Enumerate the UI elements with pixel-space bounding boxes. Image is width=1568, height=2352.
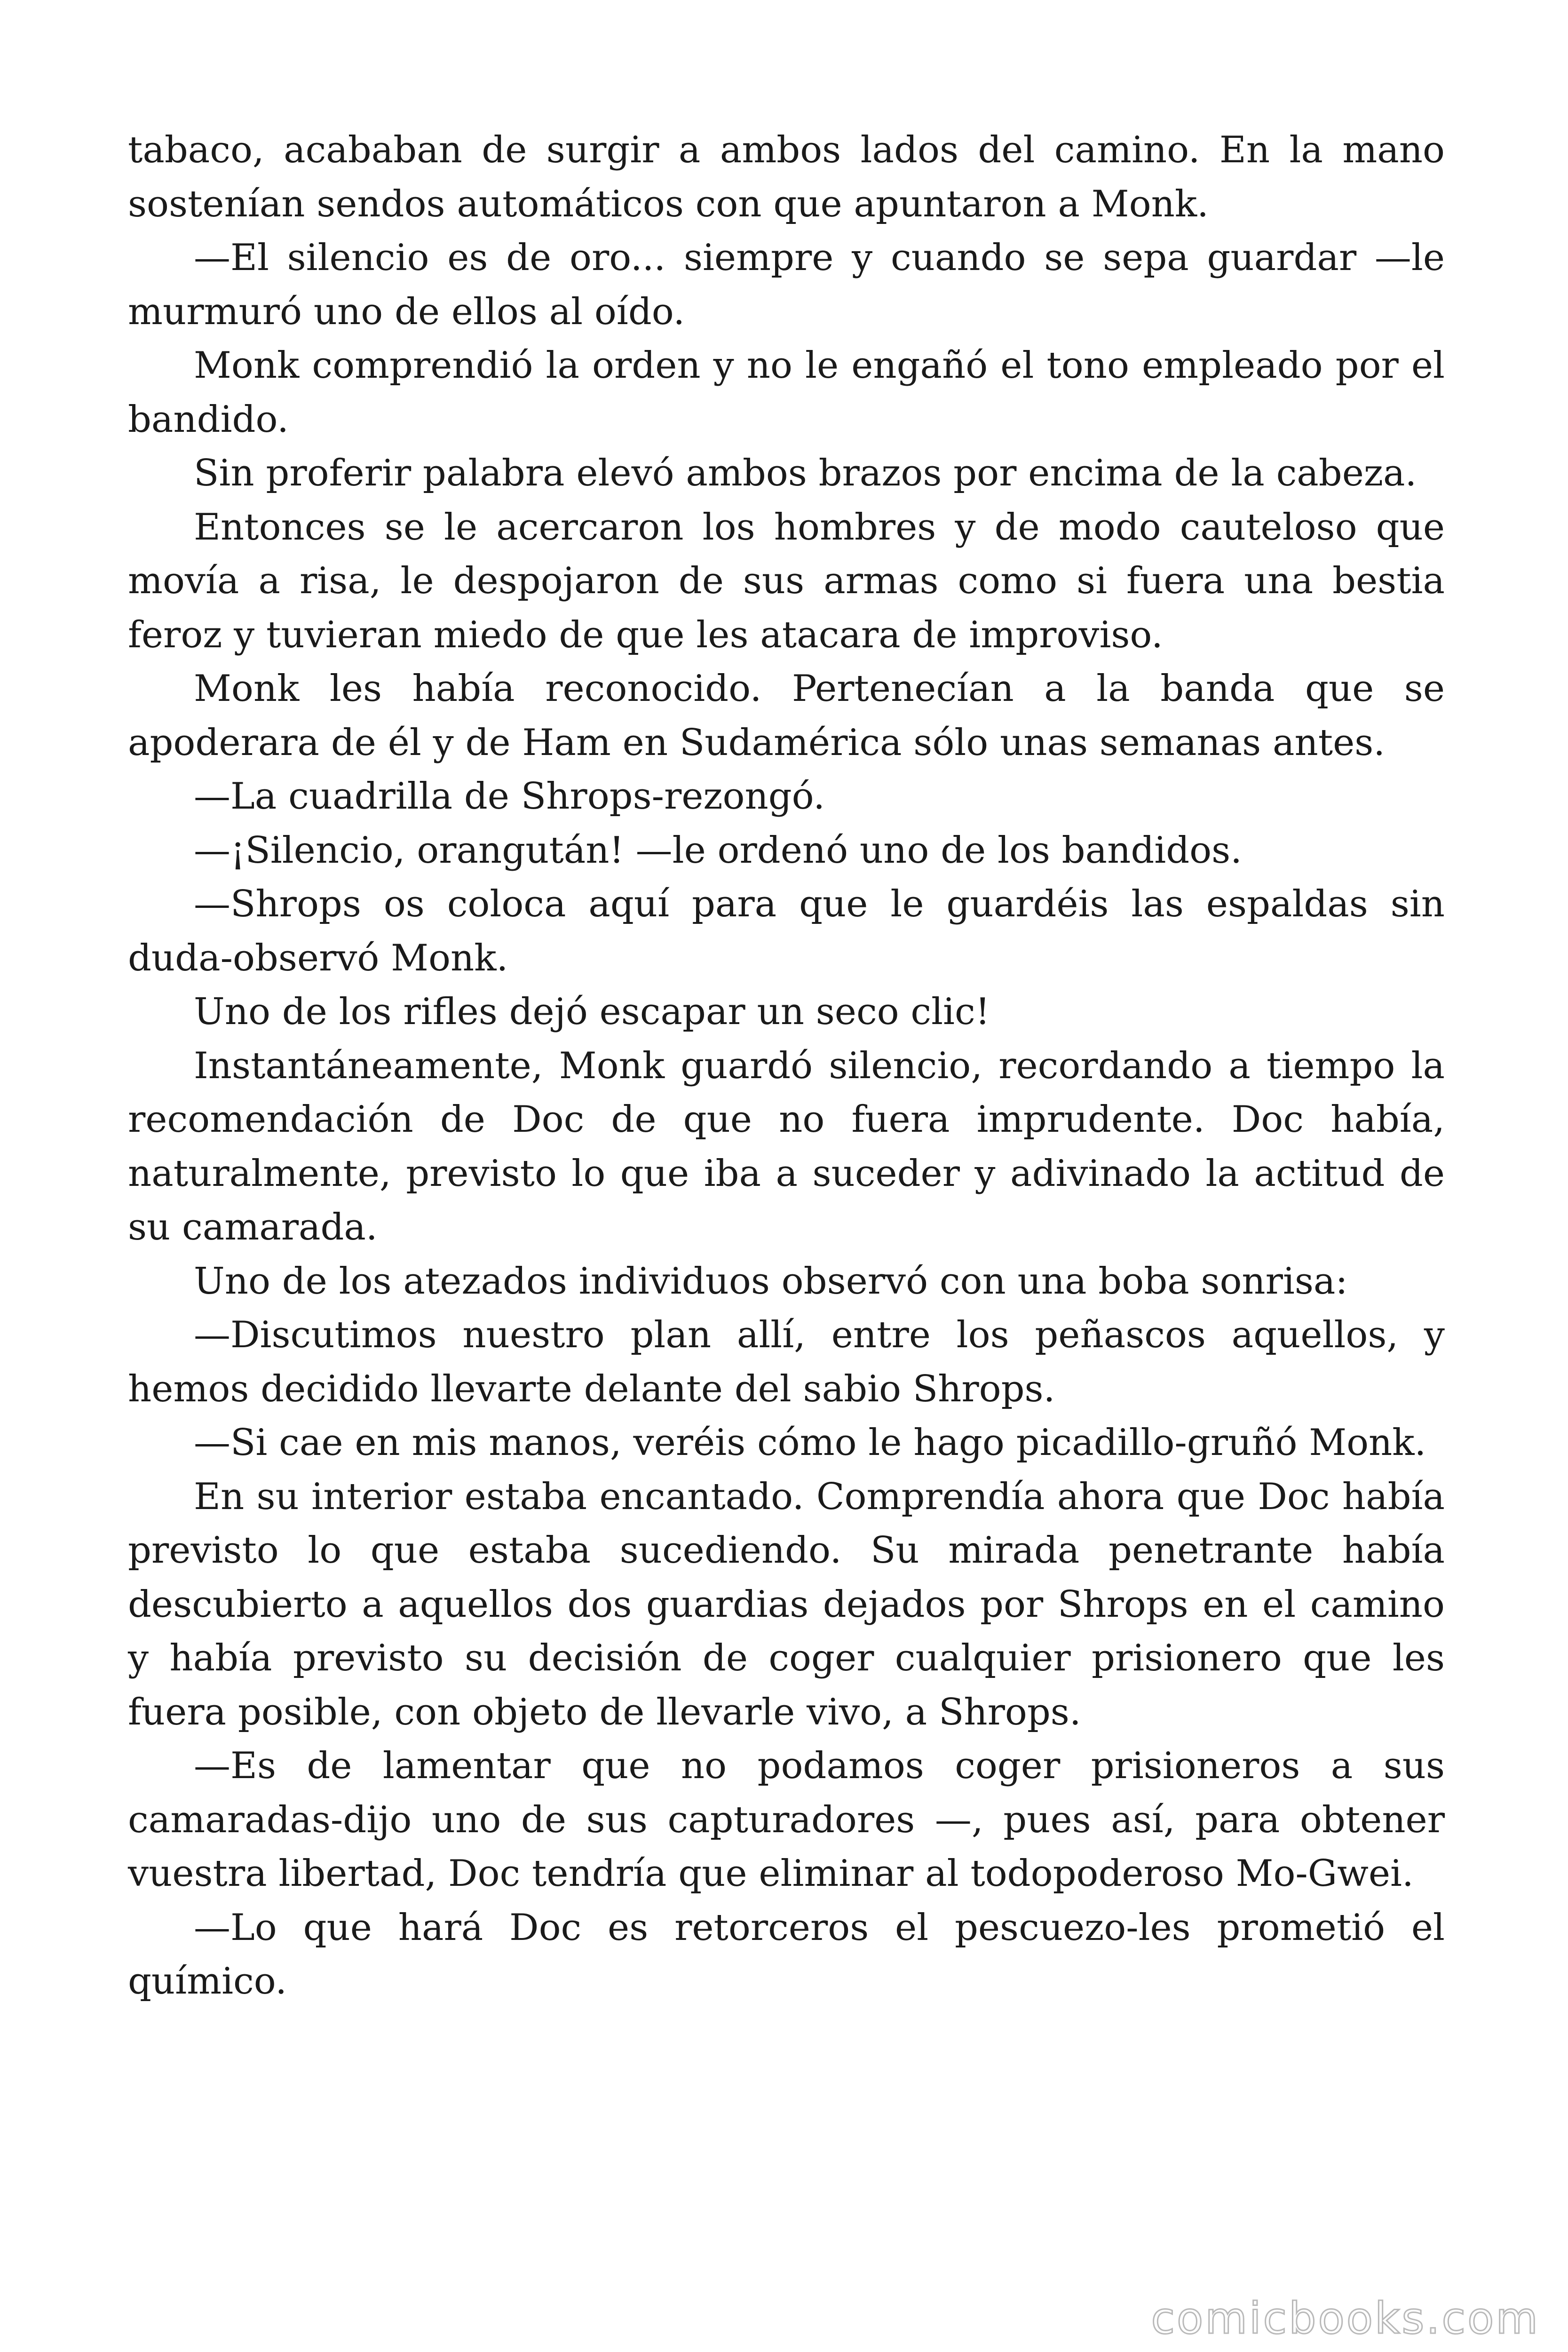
watermark: comicbooks.com	[1151, 2293, 1540, 2344]
paragraph: Monk les había reconocido. Pertenecían a la banda que se apoderara de él y de Ham en Sudamérica sólo unas semanas antes.	[128, 667, 1445, 764]
paragraph: tabaco, acababan de surgir a ambos lados del camino. En la mano sostenían sendos automáticos con que apuntaron a Monk.	[128, 129, 1445, 225]
paragraph: Monk comprendió la orden y no le engañó el tono empleado por el bandido.	[128, 344, 1445, 441]
paragraph: Uno de los rifles dejó escapar un seco clic!	[194, 991, 990, 1033]
paragraph: En su interior estaba encantado. Comprendía ahora que Doc había previsto lo que estaba sucediendo. Su mirada penetrante había descubierto a aquellos dos guardias dejados por Shrops en el camino y había previsto su decisión de coger cualquier prisionero que les fuera posible, con objeto de llevarle vivo, a Shrops.	[128, 1475, 1445, 1733]
paragraph: —La cuadrilla de Shrops-rezongó.	[194, 775, 825, 818]
paragraph: —Lo que hará Doc es retorceros el pescuezo-les prometió el químico.	[128, 1906, 1445, 2002]
body-text	[128, 123, 1445, 2009]
paragraph: —Discutimos nuestro plan allí, entre los peñascos aquellos, y hemos decidido llevarte delante del sabio Shrops.	[128, 1314, 1445, 1410]
paragraph: —¡Silencio, orangután! —le ordenó uno de los bandidos.	[194, 829, 1242, 872]
paragraph: —Si cae en mis manos, veréis cómo le hago picadillo-gruñó Monk.	[194, 1422, 1426, 1464]
paragraph: —Shrops os coloca aquí para que le guardéis las espaldas sin duda-observó Monk.	[128, 883, 1445, 979]
paragraph: Uno de los atezados individuos observó con una boba sonrisa:	[194, 1260, 1348, 1303]
paragraph: Entonces se le acercaron los hombres y de modo cauteloso que movía a risa, le despojaron de sus armas como si fuera una bestia feroz y tuvieran miedo de que les atacara de improviso.	[128, 506, 1445, 656]
paragraph: Sin proferir palabra elevó ambos brazos por encima de la cabeza.	[194, 452, 1417, 494]
paragraph: Instantáneamente, Monk guardó silencio, recordando a tiempo la recomendación de Doc de que no fuera imprudente. Doc había, naturalmente, previsto lo que iba a suceder y adivinado la actitud de su camarada.	[128, 1044, 1445, 1248]
paragraph: —El silencio es de oro... siempre y cuando se sepa guardar —le murmuró uno de ellos al oído.	[128, 237, 1445, 333]
paragraph: —Es de lamentar que no podamos coger prisioneros a sus camaradas-dijo uno de sus capturadores —, pues así, para obtener vuestra libertad, Doc tendría que eliminar al todopoderoso Mo-Gwei.	[128, 1745, 1445, 1895]
